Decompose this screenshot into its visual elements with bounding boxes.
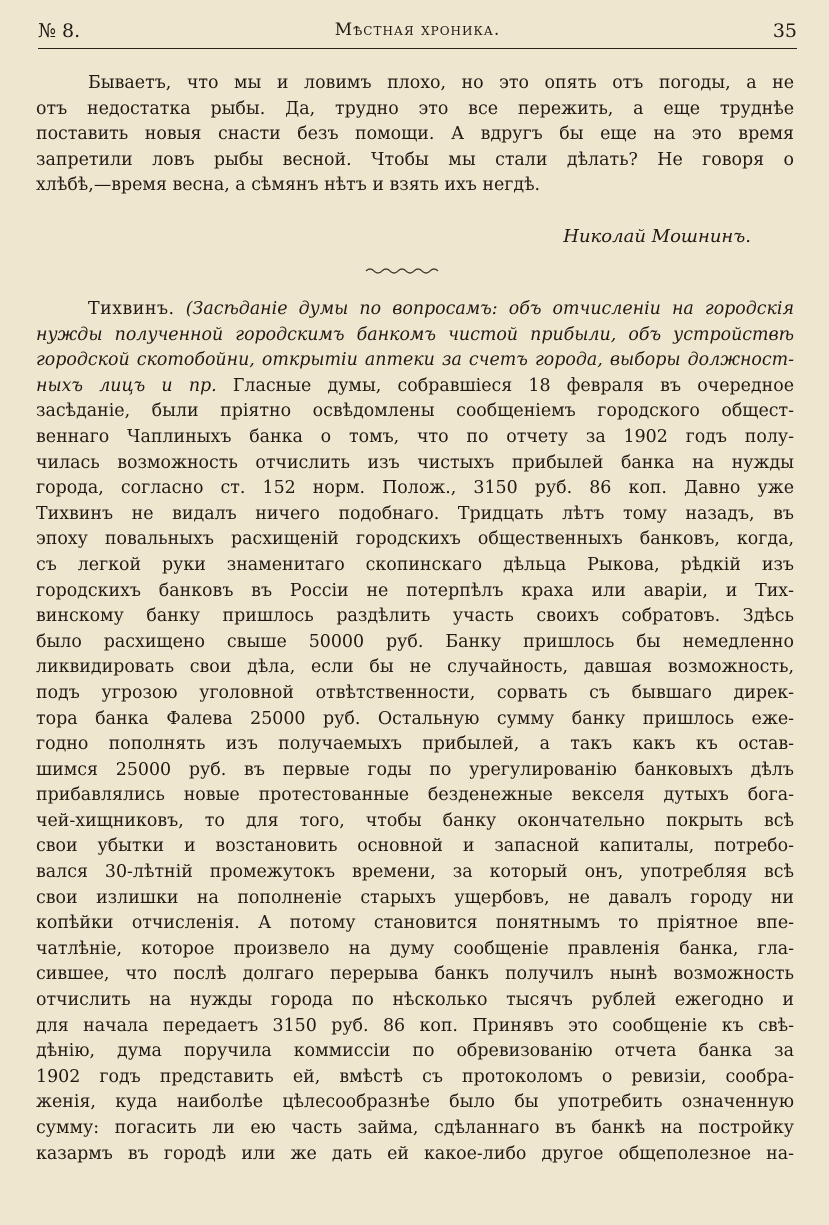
text-line: копѣйки отчисленія. А потому становится понятнымъ то пріятное впе- xyxy=(36,913,794,934)
article-subtitle-line: ныхъ лицъ и пр. xyxy=(36,375,217,396)
text-line: чилась возможность отчислить изъ чистыхъ прибылей банка на нужды xyxy=(36,452,794,473)
text-line: женія, куда наиболѣе цѣлесообразнѣе было бы употребить означенную xyxy=(36,1092,794,1113)
text-line: Тихвинъ не видалъ ничего подобнаго. Тридцать лѣтъ тому назадъ, въ xyxy=(36,503,794,524)
article-lead-word: Тихвинъ. xyxy=(88,299,175,319)
text-line: дѣнію, дума поручила коммиссіи по обревизованію отчета банка за xyxy=(36,1041,794,1062)
running-header xyxy=(38,20,797,48)
header-rule xyxy=(38,48,797,49)
article-body xyxy=(36,323,794,1168)
text-line: поставить новыя снасти безъ помощи. А вдругъ бы еще на это время xyxy=(36,124,794,145)
text-line: Гласные думы, собравшіеся 18 февраля въ очередное xyxy=(232,375,794,396)
text-line: отъ недостатка рыбы. Да, трудно это все пережить, а еще труднѣе xyxy=(36,98,794,119)
text-line: чей-хищниковъ, то для того, чтобы банку окончательно покрыть всѣ xyxy=(36,810,794,831)
text-line: тора банка Фалева 25000 руб. Остальную сумму банку пришлось еже- xyxy=(36,708,794,729)
text-line: сившее, что послѣ долгаго перерыва банкъ получилъ нынѣ возможность xyxy=(36,964,794,985)
text-line: хлѣбѣ,—время весна, а сѣмянъ нѣтъ и взять ихъ негдѣ. xyxy=(36,175,541,196)
section-title: Мѣстная хроника. xyxy=(334,20,501,40)
text-line: Бываетъ, что мы и ловимъ плохо, но это опять отъ погоды, а не xyxy=(88,73,794,93)
text-line: засѣданіе, были пріятно освѣдомлены сообщеніемъ городского общест- xyxy=(36,401,794,422)
text-line: свои убытки и возстановить основной и запасной капиталы, потребо- xyxy=(36,836,794,857)
letter-paragraph xyxy=(36,97,794,199)
text-line: сумму: погасить ли ею часть займа, сдѣланнаго въ банкѣ на постройку xyxy=(36,1118,794,1138)
text-line: свои излишки на пополненіе старыхъ ущербовъ, не давалъ городу ни xyxy=(36,887,794,908)
text-line: подъ угрозою уголовной отвѣтственности, сорвать съ бывшаго дирек- xyxy=(36,682,794,703)
text-line: ликвидировать свои дѣла, если бы не случайность, давшая возможность, xyxy=(36,657,794,678)
text-line: прибавлялись новые протестованные безденежные векселя дутыхъ бога- xyxy=(36,785,794,806)
text-line: отчислить на нужды города по нѣсколько тысячъ рублей ежегодно и xyxy=(36,990,794,1011)
issue-number: № 8. xyxy=(38,20,81,42)
text-line: казармъ въ городѣ или же дать ей какое-либо другое общеполезное на- xyxy=(36,1143,794,1164)
text-line: эпоху повальныхъ расхищеній городскихъ общественныхъ банковъ, когда, xyxy=(36,529,794,550)
author-signature: Николай Мошнинъ. xyxy=(563,226,751,247)
text-line: годно пополнять изъ получаемыхъ прибылей, а такъ какъ къ остав- xyxy=(36,734,794,755)
article-subtitle-line: (Засѣданіе думы по вопросамъ: объ отчисленіи на городскія xyxy=(185,299,794,319)
page-number: 35 xyxy=(772,20,797,42)
text-line: городскихъ банковъ въ Россіи не потерпѣлъ краха или аваріи, и Тих- xyxy=(36,580,794,601)
text-line: шимся 25000 руб. въ первые годы по урегулированію банковыхъ дѣлъ xyxy=(36,759,794,780)
text-line: чатлѣніе, которое произвело на думу сообщеніе правленія банка, гла- xyxy=(36,938,794,959)
text-line: вался 30-лѣтній промежутокъ времени, за который онъ, употребляя всѣ xyxy=(36,862,794,883)
text-line: запретили ловъ рыбы весной. Чтобы мы стали дѣлать? Не говоря о xyxy=(36,149,794,170)
article-subtitle-line: городской скотобойни, открытіи аптеки за счетъ города, выборы должност- xyxy=(36,350,794,371)
text-line: веннаго Чаплиныхъ банка о томъ, что по отчету за 1902 годъ полу- xyxy=(36,426,794,447)
text-line: съ легкой руки знаменитаго скопинскаго дѣльца Рыкова, рѣдкій изъ xyxy=(36,554,794,575)
article-first-line xyxy=(88,297,794,323)
text-line: города, согласно ст. 152 норм. Полож., 3150 руб. 86 коп. Давно уже xyxy=(36,478,794,499)
article-subtitle-line: нужды полученной городскимъ банкомъ чистой прибыли, объ устройствѣ xyxy=(36,324,794,345)
letter-paragraph-first-line xyxy=(88,71,794,97)
text-line: для начала передаетъ 3150 руб. 86 коп. Принявъ это сообщеніе къ свѣ- xyxy=(36,1015,794,1036)
section-divider-ornament xyxy=(364,266,440,276)
text-line: винскому банку пришлось раздѣлить участь своихъ собратовъ. Здѣсь xyxy=(36,606,794,627)
text-line: было расхищено свыше 50000 руб. Банку пришлось бы немедленно xyxy=(36,631,794,652)
text-line: 1902 годъ представить ей, вмѣстѣ съ протоколомъ о ревизіи, сообра- xyxy=(36,1066,794,1087)
